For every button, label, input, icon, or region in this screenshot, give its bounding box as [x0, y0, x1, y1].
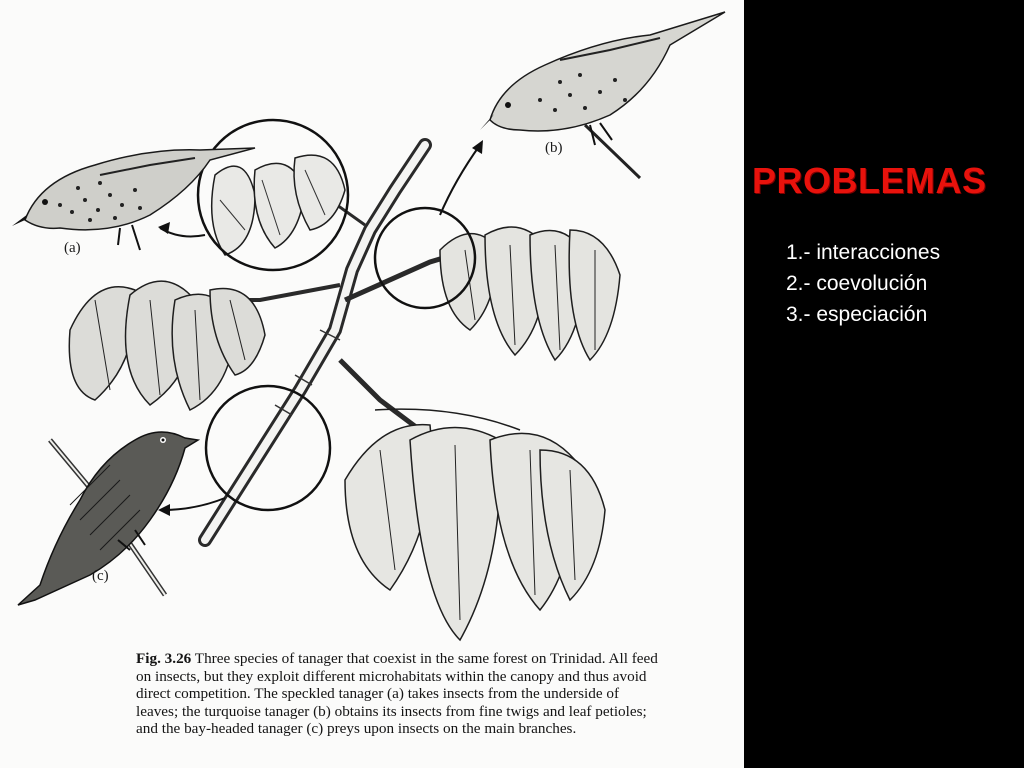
- arrow-to-c: [162, 498, 225, 510]
- leaf-cluster-bottom: [345, 425, 605, 640]
- caption-line-1: Fig. 3.26 Three species of tanager that coexist in the same forest on Trinidad. All feed: [136, 650, 658, 667]
- label-b: (b): [545, 140, 563, 156]
- list-item-coevolucion: 2.- coevolución: [786, 272, 928, 295]
- turquoise-tanager-icon: [480, 12, 725, 178]
- label-c: (c): [92, 568, 109, 584]
- caption-line-2: on insects, but they exploit different microhabitats within the canopy and thus avoid: [136, 667, 647, 685]
- caption-line-5: and the bay-headed tanager (c) preys upon insects on the main branches.: [136, 720, 577, 737]
- leaf-cluster-top-left: [212, 155, 345, 255]
- figure-caption: [136, 650, 736, 738]
- arrow-to-b: [440, 145, 480, 215]
- list-item-interacciones: 1.- interacciones: [786, 241, 941, 264]
- figure-number: Fig. 3.26: [136, 650, 192, 667]
- leaf-cluster-right: [440, 227, 620, 360]
- slide-title: PROBLEMAS: [752, 160, 987, 201]
- leaf-cluster-left: [69, 281, 265, 410]
- label-a: (a): [64, 240, 81, 256]
- caption-line-4: leaves; the turquoise tanager (b) obtains its insects from fine twigs and leaf petioles;: [136, 702, 647, 720]
- list-item-especiacion: 3.- especiación: [786, 303, 928, 326]
- problem-list: [786, 237, 940, 330]
- caption-line-3: direct competition. The speckled tanager (a) takes insects from the underside of: [136, 685, 620, 702]
